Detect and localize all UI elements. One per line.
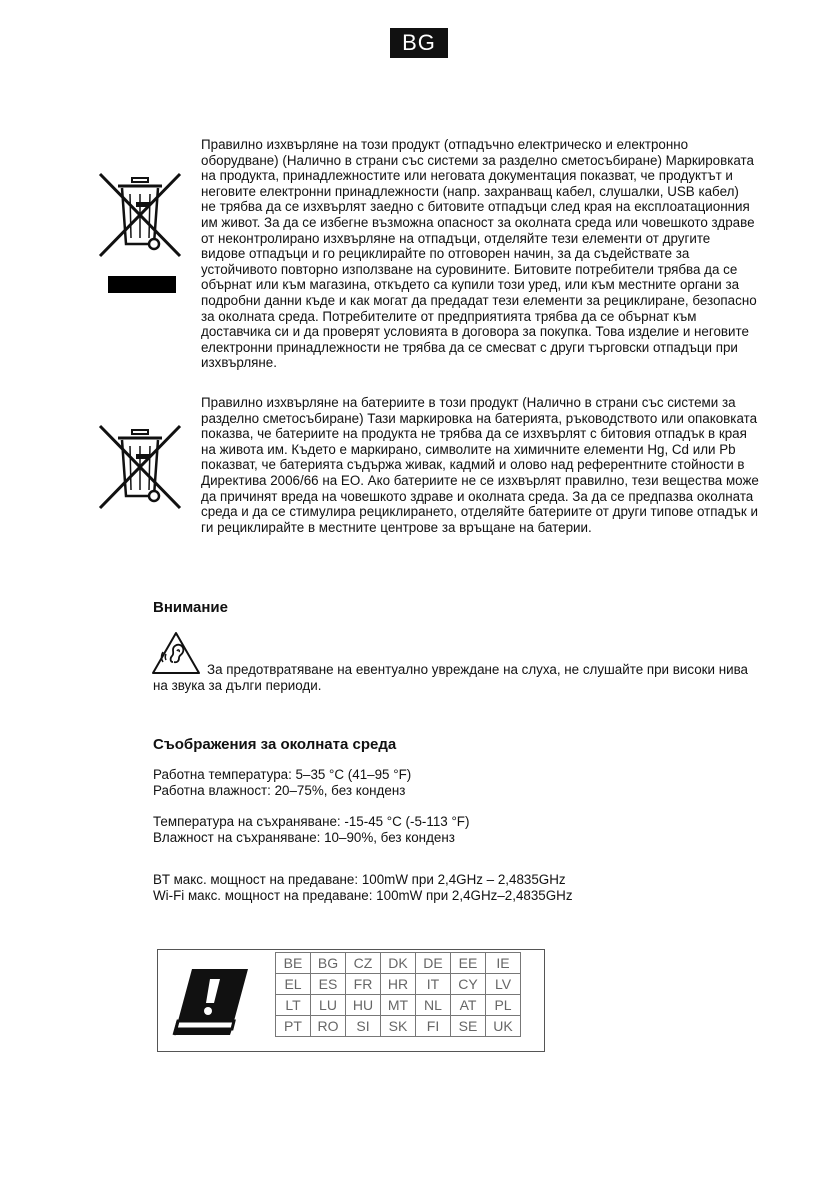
country-code: DK [381,953,416,974]
crossed-bin-icon [96,424,184,512]
country-code: UK [486,1016,521,1037]
crossed-bin-icon [96,172,184,260]
country-code: SK [381,1016,416,1037]
country-grid [275,952,521,1037]
storage-humidity: Влажност на съхраняване: 10–90%, без конденз [153,830,455,845]
attention-heading: Внимание [153,599,228,616]
weee-paragraph: Правилно изхвърляне на този продукт (отпадъчно електрическо и електронно оборудване) (Налично в страни със системи за разделно сметосъбиране) Маркировката на продукта, принадлежностите или неговата документация показват, че продуктът и неговите електронни принадлежности (напр. захранващ кабел, слушалки, USB кабел) не трябва да се изхвърлят заедно с битовите отпадъци след края на експлоатационния им живот. За да се избегне възможна опасност за околната среда или човешкото здраве от неконтролирано изхвърляне на отпадъци, отделяйте тези елементи от другите видове отпадъци и го рециклирайте по отговорен начин, за да съдействате за устойчивото повторно използване на суровините. Битовите потребители трябва да се обърнат или към магазина, откъдето са купили този уред, или към местните органи за подробни данни къде и как могат да предадат тези елементи за рециклиране, безопасно за околната среда. Потребителите от предприятията трябва да се обърнат към доставчика си и да проверят условията в договора за покупка. Това изделие и неговите електронни принадлежности не трябва да се смесват с други търговски отпадъци при изхвърляне. [201,137,757,371]
black-bar [108,276,176,293]
storage-temperature: Температура на съхраняване: -15-45 °C (-5-113 °F) [153,814,470,829]
country-code: AT [451,995,486,1016]
country-code: BG [311,953,346,974]
country-row [276,953,521,974]
restriction-book-icon [170,965,252,1037]
battery-paragraph: Правилно изхвърляне на батериите в този продукт (Налично в страни със системи за разделно сметосъбиране) Тази маркировка на батерията, ръководството или опаковката показва, че батериите на продукта не трябва да се изхвърлят с битовия отпадък в края на живота им. Където е маркирано, символите на химичните елементи Hg, Cd или Pb показват, че батерията съдържа живак, кадмий и олово над референтните стойности в Директива 2006/66 на ЕО. Ако батериите не се изхвърлят правилно, тези вещества може да причинят вреда на човешкото здраве и околната среда. За да се предпазва околната среда и да се стимулира рециклирането, отделяйте батериите от други типове отпадък и ги рециклирайте в местните центрове за връщане на батерии. [201,395,759,535]
country-code: BE [276,953,311,974]
country-code: EE [451,953,486,974]
country-code: EL [276,974,311,995]
country-code: MT [381,995,416,1016]
country-row [276,995,521,1016]
country-code: SE [451,1016,486,1037]
country-code: DE [416,953,451,974]
country-row [276,1016,521,1037]
country-code: PT [276,1016,311,1037]
country-code: FR [346,974,381,995]
operating-humidity: Работна влажност: 20–75%, без конденз [153,783,406,798]
country-row [276,974,521,995]
country-code: CY [451,974,486,995]
country-code: PL [486,995,521,1016]
country-code: ES [311,974,346,995]
country-code: FI [416,1016,451,1037]
bt-power: BT макс. мощност на предаване: 100mW при 2,4GHz – 2,4835GHz [153,872,566,887]
country-code: IT [416,974,451,995]
environment-heading: Съображения за околната среда [153,736,397,753]
country-code: LU [311,995,346,1016]
country-code: HR [381,974,416,995]
country-code: RO [311,1016,346,1037]
country-code: CZ [346,953,381,974]
country-code: HU [346,995,381,1016]
operating-temperature: Работна температура: 5–35 °C (41–95 °F) [153,767,412,782]
country-code: NL [416,995,451,1016]
language-badge: BG [390,28,448,58]
country-code: SI [346,1016,381,1037]
wifi-power: Wi-Fi макс. мощност на предаване: 100mW при 2,4GHz–2,4835GHz [153,888,573,903]
hearing-warning-text: За предотвратяване на евентуално увреждане на слуха, не слушайте при високи нива на звука за дълги периоди. [153,662,748,693]
country-code: IE [486,953,521,974]
country-code: LT [276,995,311,1016]
country-code: LV [486,974,521,995]
